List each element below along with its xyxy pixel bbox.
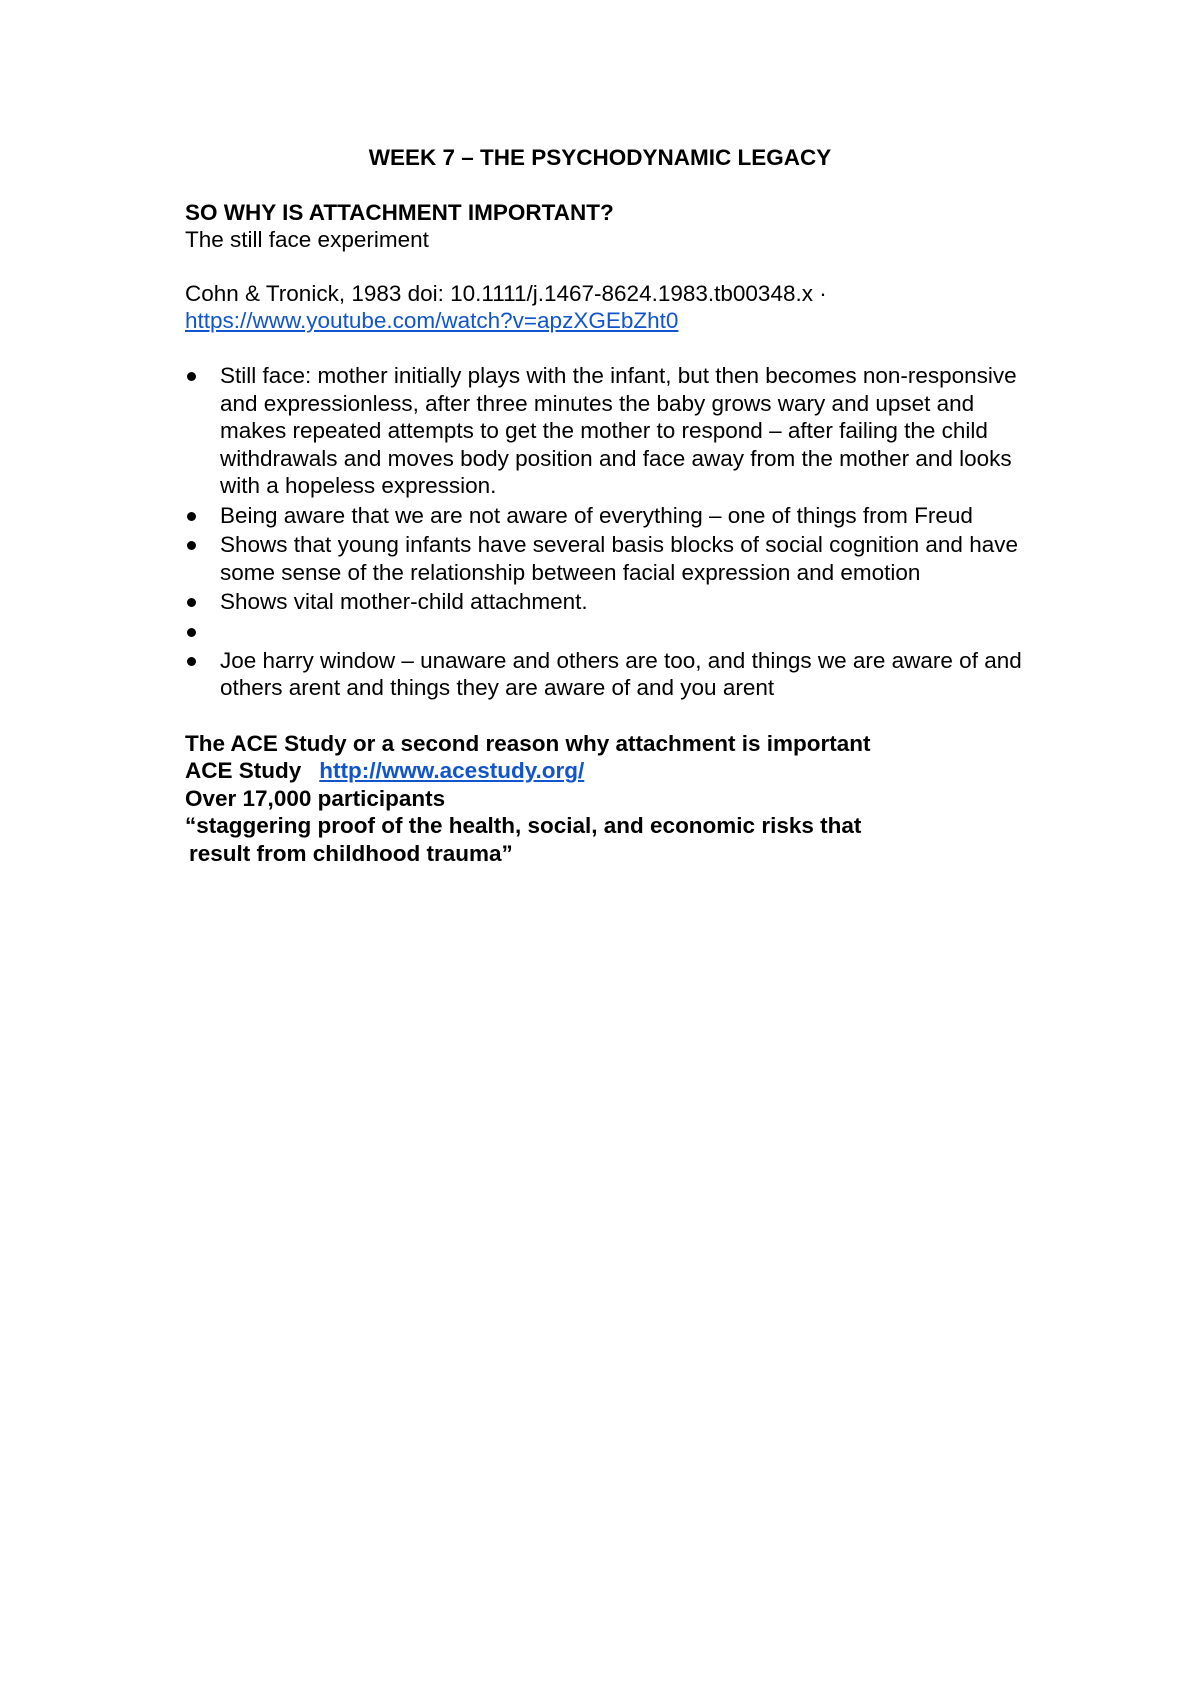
quote-line-2: result from childhood trauma” [189,840,513,866]
list-item-text: Still face: mother initially plays with the infant, but then becomes non-responsive and expressionless, after three minutes the baby grows wary and upset and makes repeated attempts to get the mother to respond – after failing the child withdrawals and moves body position and face away from the mother and looks with a hopeless expression. [220,363,1017,498]
ace-heading: The ACE Study or a second reason why attachment is important [185,730,871,756]
list-item-text: Shows that young infants have several basis blocks of social cognition and have some sense of the relationship between facial expression and emotion [220,532,1018,585]
participants-count: Over 17,000 participants [185,785,446,811]
list-item-empty [185,618,1035,645]
ace-section [185,730,1045,868]
bullet-icon [187,628,196,637]
page-title: WEEK 7 – THE PSYCHODYNAMIC LEGACY [368,145,832,170]
list-item-text: Joe harry window – unaware and others are too, and things we are aware of and others arent and things they are aware of and you arent [220,647,1022,700]
list-item [185,502,1035,530]
list-item-text: Being aware that we are not aware of everything – one of things from Freud [220,502,973,528]
ace-study-label: ACE Study [185,758,302,783]
bullet-icon [187,541,196,550]
document-content [185,144,1045,867]
list-item-text: Shows vital mother-child attachment. [220,589,588,614]
bullet-icon [187,372,196,381]
list-item [185,647,1035,702]
list-item [185,531,1035,586]
citation-text: Cohn & Tronick, 1983 doi: 10.1111/j.1467-8624.1983.tb00348.x · [185,281,827,306]
video-link[interactable]: https://www.youtube.com/watch?v=apzXGEbZht0 [185,308,679,333]
section-heading-attachment: SO WHY IS ATTACHMENT IMPORTANT? [185,200,614,225]
bullet-icon [187,598,196,607]
list-item [185,588,1035,616]
list-item [185,362,1035,500]
section-subheading: The still face experiment [185,227,429,252]
ace-study-line [185,757,1045,785]
quote-line-1: “staggering proof of the health, social, and economic risks that [185,813,862,838]
bullet-icon [187,657,196,666]
bullet-icon [187,512,196,521]
video-link-line [185,307,1045,334]
ace-study-link[interactable]: http://www.acestudy.org/ [319,758,585,783]
bullet-list [185,362,1045,702]
